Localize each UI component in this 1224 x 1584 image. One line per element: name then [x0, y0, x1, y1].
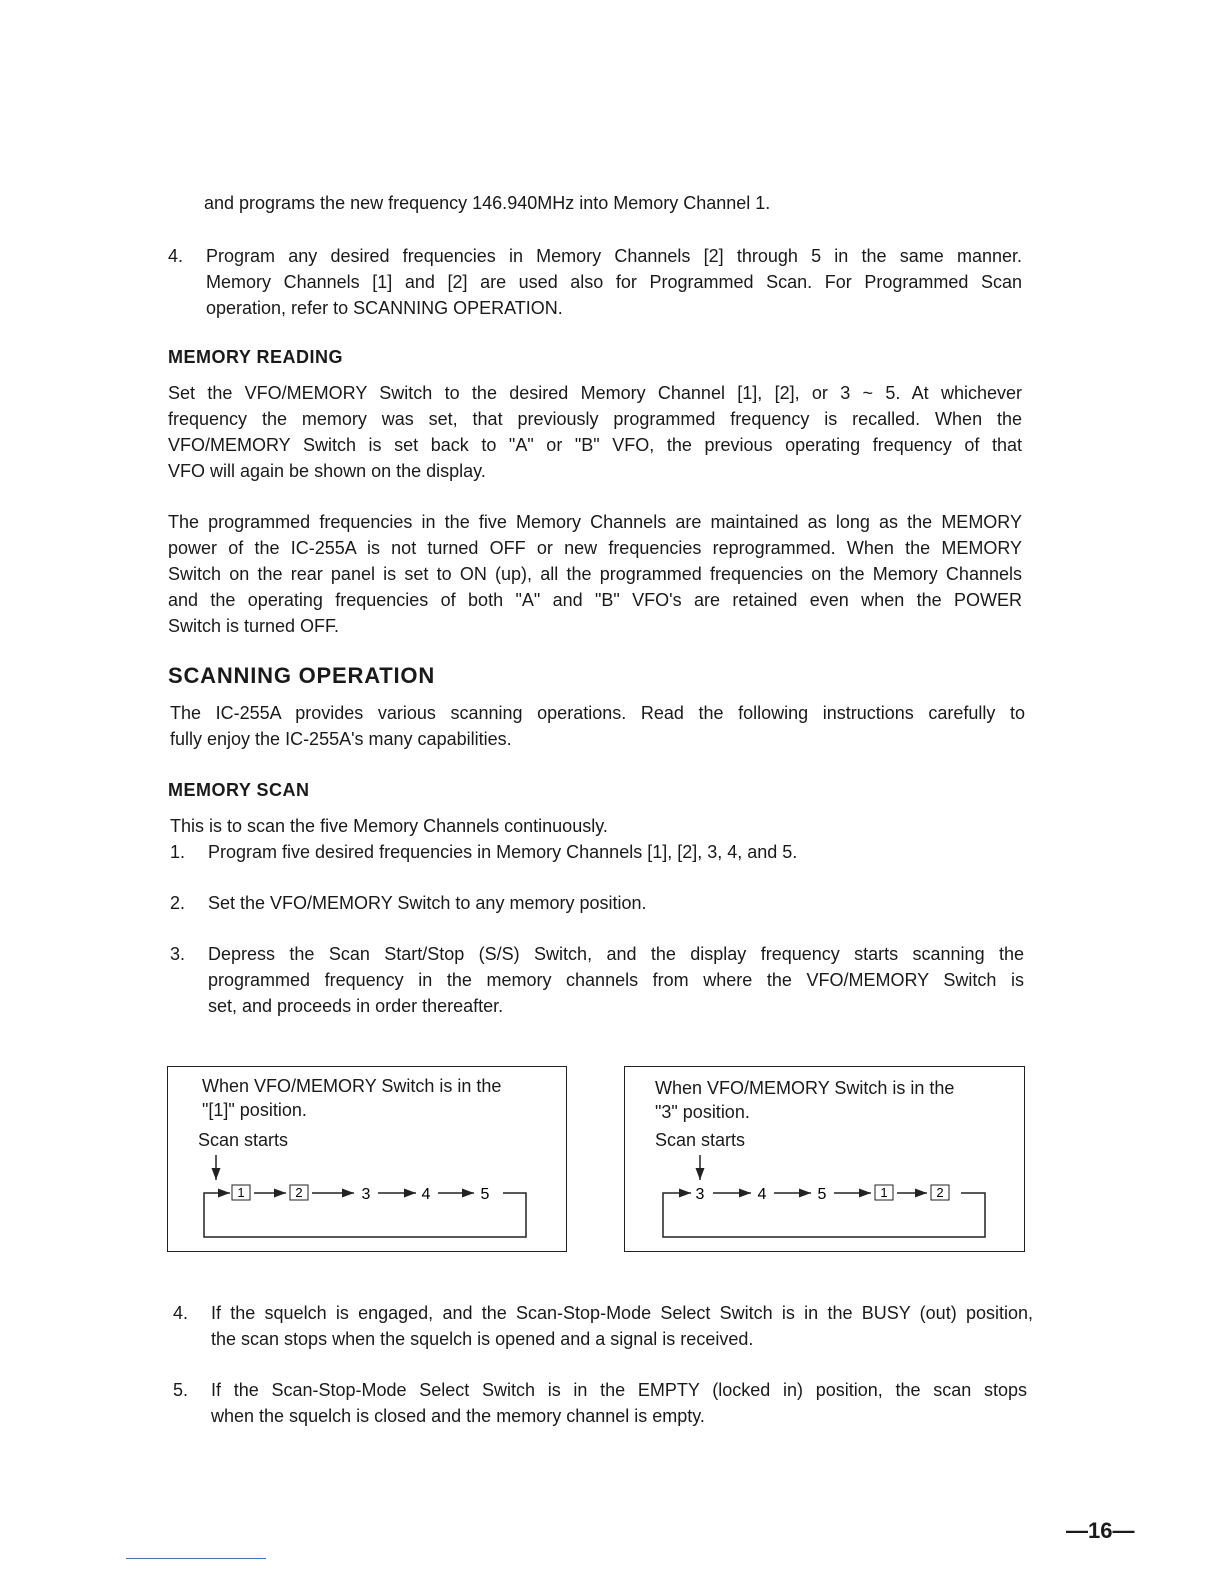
seq-node: 1 [237, 1185, 245, 1200]
seq-node: 4 [421, 1186, 431, 1203]
text-line: Memory Channels [1] and [2] are used also for Programmed Scan. For Programmed Scan [206, 272, 1022, 292]
text-line: programmed frequency in the memory channels from where the VFO/MEMORY Switch is [208, 970, 1024, 990]
step-number: 4. [173, 1303, 189, 1323]
step1-text: Program five desired frequencies in Memory Channels [1], [2], 3, 4, and 5. [208, 842, 798, 862]
text-line: the scan stops when the squelch is opened and a signal is received. [211, 1329, 754, 1349]
seq-node: 5 [817, 1186, 827, 1203]
seq-node: 2 [295, 1185, 303, 1200]
text-line: Switch is turned OFF. [168, 616, 340, 636]
text-line: frequency the memory was set, that previously programmed frequency is recalled. When the [168, 409, 1022, 429]
scanning-para [170, 700, 1025, 752]
text-line: set, and proceeds in order thereafter. [208, 996, 504, 1016]
text-line: Switch on the rear panel is set to ON (up), all the programmed frequencies on the Memory Channels [168, 564, 1022, 584]
seq-node: 5 [480, 1186, 490, 1203]
scan-starts-label: Scan starts [655, 1130, 746, 1150]
step-number: 3. [170, 944, 186, 964]
step-number: 5. [173, 1380, 189, 1400]
scan-flow-diagram [168, 1067, 568, 1253]
chapter-heading: SCANNING OPERATION [168, 663, 436, 688]
seq-node: 4 [757, 1186, 767, 1203]
text-line: VFO/MEMORY Switch is set back to "A" or "B" VFO, the previous operating frequency of that [168, 435, 1022, 455]
scan-starts-label: Scan starts [198, 1130, 289, 1150]
section-heading: MEMORY READING [168, 347, 344, 367]
step3-text [208, 941, 1024, 1019]
text-line: The IC-255A provides various scanning operations. Read the following instructions carefully to [170, 703, 1025, 723]
memory-reading-para1 [168, 380, 1022, 484]
seq-node: 3 [695, 1186, 705, 1203]
scan-diagram-box [624, 1066, 1025, 1252]
section-heading: MEMORY SCAN [168, 780, 310, 800]
memory-scan-intro: This is to scan the five Memory Channels continuously. [170, 816, 608, 836]
step-number: 2. [170, 893, 186, 913]
diagram-position: "3" position. [655, 1102, 750, 1122]
step-number: 1. [170, 842, 186, 862]
scan-diagram-box [167, 1066, 567, 1252]
seq-node: 3 [361, 1186, 371, 1203]
diagram-caption: When VFO/MEMORY Switch is in the [202, 1076, 502, 1096]
text-line: If the squelch is engaged, and the Scan-Stop-Mode Select Switch is in the BUSY (out) position, [211, 1303, 1033, 1323]
text-line: fully enjoy the IC-255A's many capabilities. [170, 729, 512, 749]
intro-line: and programs the new frequency 146.940MHz into Memory Channel 1. [204, 193, 771, 213]
text-line: The programmed frequencies in the five Memory Channels are maintained as long as the MEMORY [168, 512, 1022, 532]
text-line: when the squelch is closed and the memory channel is empty. [211, 1406, 705, 1426]
step-number: 4. [168, 246, 184, 266]
step4-text [206, 243, 1022, 321]
seq-node: 1 [880, 1185, 888, 1200]
text-line: and the operating frequencies of both "A" and "B" VFO's are retained even when the POWER [168, 590, 1022, 610]
text-line: VFO will again be shown on the display. [168, 461, 486, 481]
step5-empty-text [211, 1377, 1027, 1429]
text-line: Program any desired frequencies in Memory Channels [2] through 5 in the same manner. [206, 246, 1022, 266]
text-line: power of the IC-255A is not turned OFF or new frequencies reprogrammed. When the MEMORY [168, 538, 1022, 558]
memory-reading-para2 [168, 509, 1022, 639]
step4-busy-text [211, 1300, 1033, 1352]
page-number: —16— [1066, 1518, 1135, 1543]
diagram-caption: When VFO/MEMORY Switch is in the [655, 1078, 955, 1098]
text-line: Depress the Scan Start/Stop (S/S) Switch, and the display frequency starts scanning the [208, 944, 1024, 964]
text-line: Set the VFO/MEMORY Switch to the desired Memory Channel [1], [2], or 3 ~ 5. At whichever [168, 383, 1022, 403]
step2-text: Set the VFO/MEMORY Switch to any memory position. [208, 893, 647, 913]
text-line: operation, refer to SCANNING OPERATION. [206, 298, 563, 318]
seq-node: 2 [936, 1185, 944, 1200]
diagram-position: "[1]" position. [202, 1100, 307, 1120]
text-line: If the Scan-Stop-Mode Select Switch is in the EMPTY (locked in) position, the scan stops [211, 1380, 1027, 1400]
scan-flow-diagram [625, 1067, 1026, 1253]
footer-rule [126, 1558, 266, 1559]
